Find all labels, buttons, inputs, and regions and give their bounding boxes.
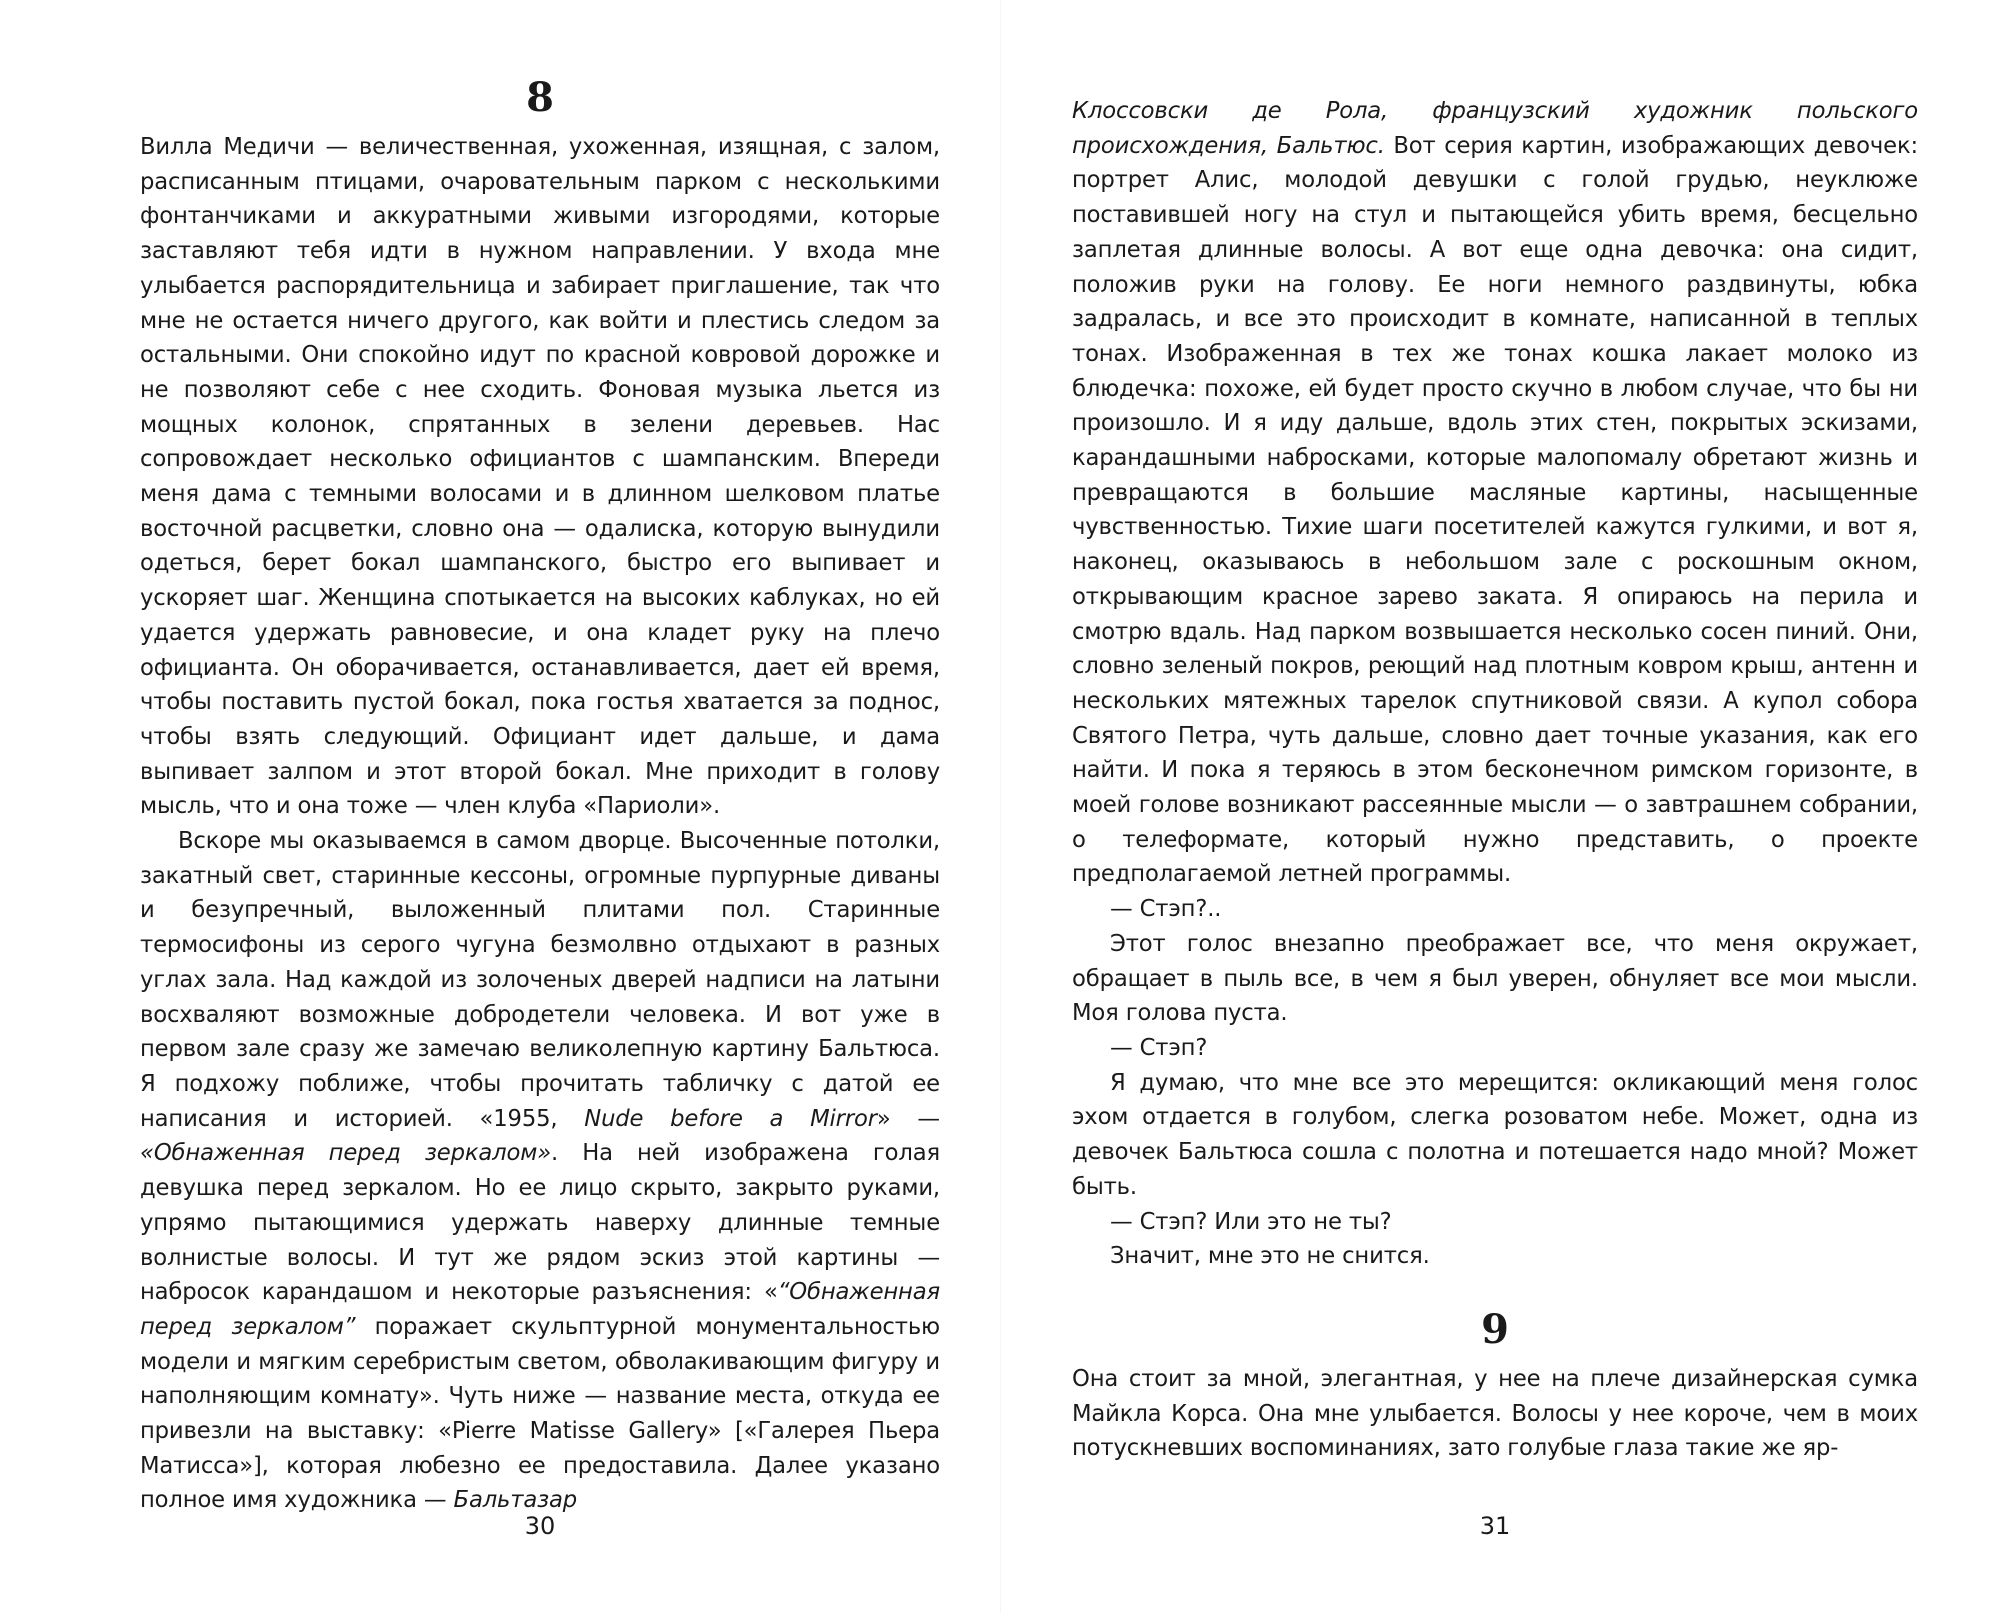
paragraph xyxy=(1072,94,1918,892)
dialogue-line: — Стэп? Или это не ты? xyxy=(1110,1208,1392,1235)
italic-text: «Обнаженная перед зеркалом» xyxy=(140,1140,552,1167)
chapter-number: 9 xyxy=(1481,1306,1509,1353)
paragraph xyxy=(140,824,940,1518)
paragraph: Она стоит за мной, элегантная, у нее на плече дизайнерская сумка Майкла Корса. Она мне улыбается. Волосы у нее короче, чем в моих потускневших воспоминаниях, зато голубые глаза такие же яр- xyxy=(1072,1366,1918,1462)
right-page-text-chapter-9 xyxy=(1072,1362,1918,1466)
italic-text: “Обнаженная перед зеркалом” xyxy=(140,1279,940,1340)
text-run: » — xyxy=(876,1105,940,1132)
left-page-text xyxy=(140,130,940,1518)
paragraph: Я думаю, что мне все это мерещится: окликающий меня голос эхом отдается в голубом, слегка розоватом небе. Может, одна из девочек Бальтюса сошла с полотна и потешается надо мной? Может быть. xyxy=(1072,1069,1918,1200)
text-run: . На ней изображена голая девушка перед зеркалом. Но ее лицо скрыто, закрыто руками, упрямо пытающимися удержать наверху длинные темные волнистые волосы. И тут же рядом эскиз этой картины — набросок карандашом и некоторые разъяснения: « xyxy=(140,1140,940,1306)
paragraph xyxy=(140,130,940,824)
text-run: поражает скульптурной монументальностью модели и мягким серебристым светом, обволакивающим фигуру и наполняющим комнату». Чуть ниже — название места, откуда ее привезли на выставку: «Pierre Matisse Gallery» [«Галерея Пьера Матисса»], которая любезно ее предоставила. Далее указано полное имя художника — xyxy=(140,1313,940,1514)
chapter-number: 8 xyxy=(526,74,554,121)
italic-text: Клоссовски де Рола, французский художник польского происхождения, Бальтюс. xyxy=(1072,98,1918,159)
text-run: Вилла Медичи — величественная, ухоженная, изящная, с залом, расписанным птицами, очаровательным парком с несколькими фонтанчиками и аккуратными живыми изгородями, которые заставляют тебя идти в нужном направлении. У входа мне улыбается распорядительница и забирает приглашение, так что мне не остается ничего другого, как войти и плестись следом за остальными. Они спокойно идут по красной ковровой дорожке и не позволяют себе с нее сходить. Фоновая музыка льется из мощных колонок, спрятанных в зелени деревьев. Нас сопровождает несколько официантов с шампанским. Впереди меня дама с темными волосами и в длинном шелковом платье восточной расцветки, словно она — одалиска, которую вынудили одеться, берет бокал шампанского, быстро его выпивает и ускоряет шаг. Женщина спотыкается на высоких каблуках, но ей удается удержать равновесие, и она кладет руку на плечо официанта. Он оборачивается, останавливается, дает ей время, чтобы поставить пустой бокал, пока гостья хватается за поднос, чтобы взять следующий. Официант идет дальше, и дама выпивает залпом и этот второй бокал. Мне приходит в голову мысль, что и она тоже — член клуба «Париоли». xyxy=(140,134,940,820)
left-page xyxy=(140,0,940,1613)
text-run: Вот серия картин, изображающих девочек: портрет Алис, молодой девушки с голой грудью, неуклюже поставившей ногу на стул и пытающейся убить время, бесцельно заплетая длинные волосы. А вот еще одна девочка: она сидит, положив руки на голову. Ее ноги немного раздвинуты, юбка задралась, и все это происходит в комнате, написанной в теплых тонах. Изображенная в тех же тонах кошка лакает молоко из блюдечка: похоже, ей будет просто скучно в любом случае, что бы ни произошло. И я иду дальше, вдоль этих стен, покрытых эскизами, карандашными набросками, которые малопомалу обретают жизнь и превращаются в большие масляные картины, насыщенные чувственностью. Тихие шаги посетителей кажутся гулкими, и вот я, наконец, оказываюсь в небольшом зале с роскошным окном, открывающим красное зарево заката. Я опираюсь на перила и смотрю вдаль. Над парком возвышается несколько сосен пиний. Они, словно зеленый покров, реющий над плотным ковром крыш, антенн и нескольких мятежных тарелок спутниковой связи. А купол собора Святого Петра, чуть дальше, словно дает точные указания, как его найти. И пока я теряюсь в этом бесконечном римском горизонте, в моей голове возникают рассеянные мысли — о завтрашнем собрании, о телеформате, который нужно представить, о проекте предполагаемой летней программы. xyxy=(1072,132,1918,888)
page-number: 31 xyxy=(1479,1512,1511,1540)
right-page xyxy=(1072,0,1918,1613)
gutter xyxy=(1000,0,1001,1613)
dialogue-line: — Стэп? xyxy=(1110,1034,1208,1061)
paragraph: Этот голос внезапно преображает все, что меня окружает, обращает в пыль все, в чем я был уверен, обнуляет все мои мысли. Моя голова пуста. xyxy=(1072,930,1918,1027)
italic-text: Nude before a Mirror xyxy=(584,1105,877,1132)
text-run: Вскоре мы оказываемся в самом дворце. Высоченные потолки, закатный свет, старинные кессоны, огромные пурпурные диваны и безупречный, выложенный плитами пол. Старинные термосифоны из серого чугуна безмолвно отдыхают в разных углах зала. Над каждой из золоченых дверей надписи на латыни восхваляют возможные добродетели человека. И вот уже в первом зале сразу же замечаю великолепную картину Бальтюса. Я подхожу поближе, чтобы прочитать табличку с датой ее написания и историей. «1955, xyxy=(140,828,940,1132)
italic-text: Бальтазар xyxy=(453,1487,578,1514)
paragraph: Значит, мне это не снится. xyxy=(1110,1243,1430,1270)
right-page-text xyxy=(1072,94,1918,1274)
dialogue-line: — Стэп?.. xyxy=(1110,896,1222,923)
page-number: 30 xyxy=(524,1512,556,1540)
